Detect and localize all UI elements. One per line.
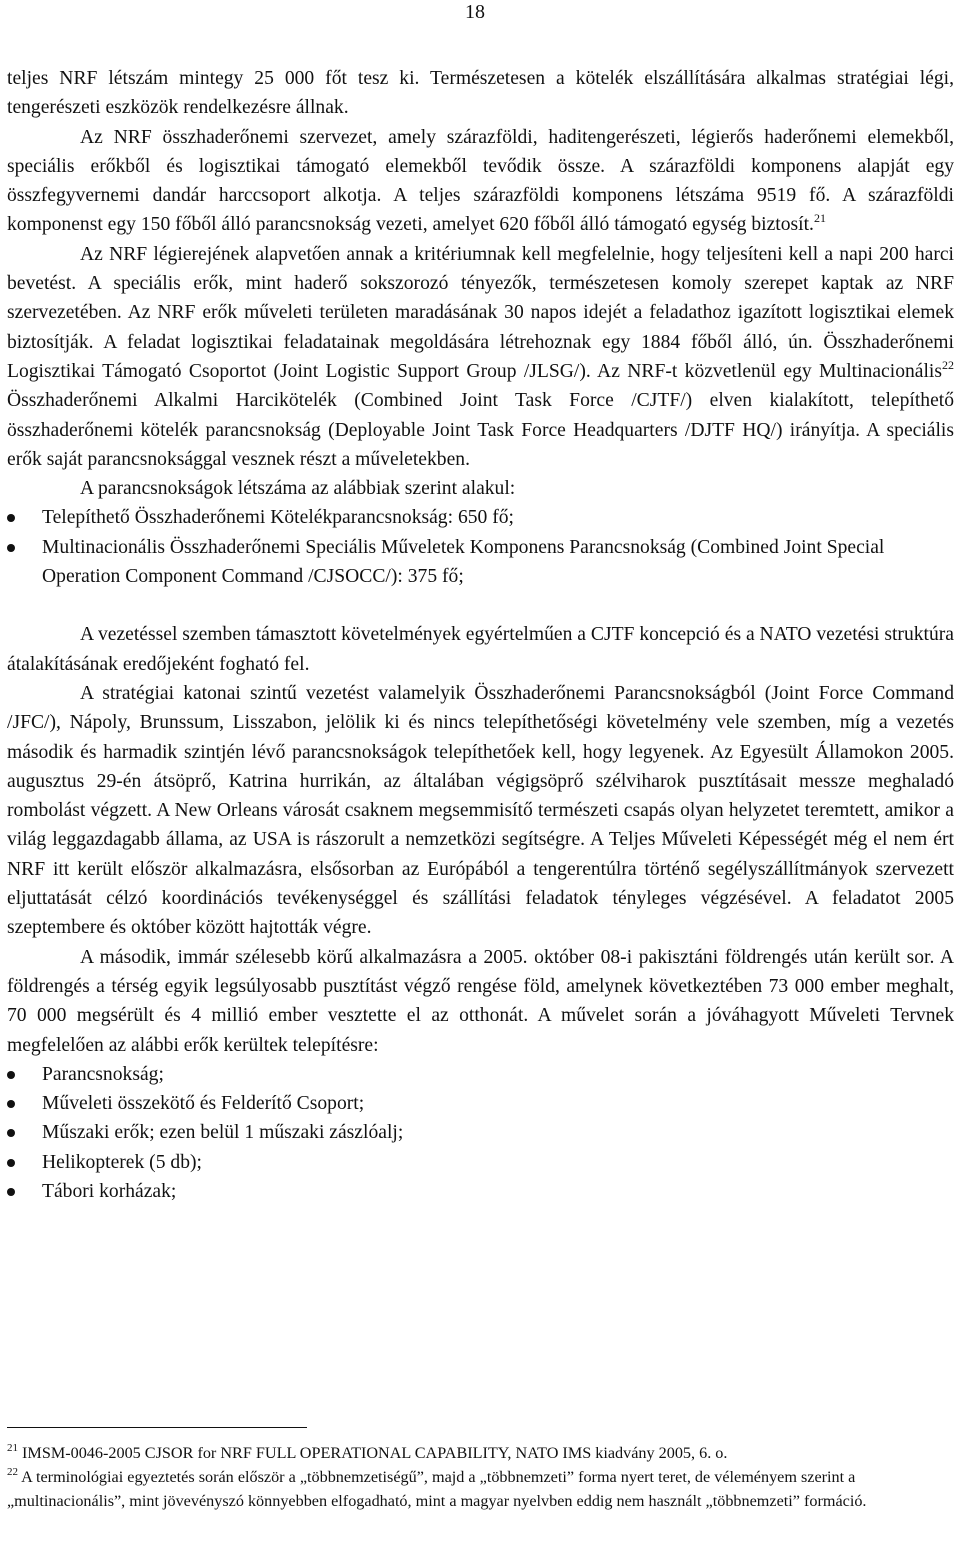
list-item bbox=[7, 1060, 954, 1089]
bullet-icon bbox=[7, 514, 15, 522]
list-item bbox=[7, 1089, 954, 1118]
deployed-forces-list bbox=[7, 1060, 954, 1206]
paragraph-2-text: Az NRF összhaderőnemi szervezet, amely szárazföldi, haditengerészeti, légierős haderőnemi elemekből, speciális erőkből és logisztikai támogató elemekből tevődik össze. A szárazföldi komponens alapját egy összfegyvernemi dandár harccsoport alkotja. A teljes szárazföldi komponens létszáma 9519 fő. A szárazföldi komponenst egy 150 főből álló parancsnokság vezeti, amelyet 620 főből álló támogató egység biztosít. bbox=[7, 126, 954, 236]
paragraph-3-text-a: Az NRF légierejének alapvetően annak a kritériumnak kell megfelelnie, hogy teljesíteni kell a napi 200 harci bevetést. A speciális erők, mint haderő sokszorozó tényezők, természetesen komoly szerepet kaptak az NRF szervezetében. Az NRF erők műveleti területen maradásának 30 napos idejét a feladathoz igazított logisztikai elemek biztosítják. A feladat logisztikai feladatainak megoldására létrehoznak egy 1884 főből álló, ún. Összhaderőnemi Logisztikai Támogató Csoportot (Joint Logistic Support Group /JLSG/). Az NRF-t közvetlenül egy Multinacionális bbox=[7, 243, 954, 382]
footnote-number: 22 bbox=[7, 1466, 18, 1478]
bullet-icon bbox=[7, 1159, 15, 1167]
list-item-text: Műveleti összekötő és Felderítő Csoport; bbox=[42, 1093, 365, 1115]
footnote-number: 21 bbox=[7, 1442, 18, 1454]
footnote-separator bbox=[7, 1427, 307, 1428]
paragraph-7: A második, immár szélesebb körű alkalmazásra a 2005. október 08-i pakisztáni földrengés után került sor. A földrengés a térség egyik legsúlyosabb pusztítást végző rengése föld, amelynek következtében 73 000 ember meghalt, 70 000 megsérült és 4 millió ember vesztette el az otthonát. A művelet során a jóváhagyott Műveleti Tervnek megfelelően az alábbi erők kerültek telepítésre: bbox=[7, 946, 954, 1056]
footnote-22 bbox=[7, 1465, 954, 1513]
bullet-icon bbox=[7, 544, 15, 552]
footnote-21 bbox=[7, 1441, 954, 1465]
staff-list bbox=[7, 503, 954, 591]
body-text bbox=[7, 64, 954, 1206]
paragraph-3 bbox=[7, 240, 954, 474]
list-item bbox=[7, 1177, 954, 1206]
bullet-icon bbox=[7, 1071, 15, 1079]
footnote-text: A terminológiai egyeztetés során először a „többnemzetiségű”, majd a „többnemzeti” forma nyert teret, de véleményem szerint a „multinacionális”, mint jövevényszó könnyebben elfogadható, mint a magyar nyelvben eddig nem használt „többnemzeti” formáció. bbox=[7, 1468, 867, 1510]
footnote-ref-21[interactable]: 21 bbox=[813, 211, 826, 226]
list-item bbox=[7, 533, 954, 592]
paragraph-4: A parancsnokságok létszáma az alábbiak szerint alakul: bbox=[80, 478, 516, 500]
paragraph-gap bbox=[7, 591, 954, 620]
list-item-text: Parancsnokság; bbox=[42, 1063, 164, 1085]
paragraph-6: A stratégiai katonai szintű vezetést valamelyik Összhaderőnemi Parancsnokságból (Joint Force Command /JFC/), Nápoly, Brunssum, Lisszabon, jelölik ki és nincs telepíthetőségi követelmény vele szemben, míg a vezetés második és harmadik szintjén lévő parancsnokságok telepíthetőek kell, hogy legyenek. Az Egyesült Államokon 2005. augusztus 29-én átsöprő, Katrina hurrikán, az általában végigsöprő szélviharok pusztításait messze meghaladó rombolást végzett. A New Orleans városát csaknem megsemmisítő természeti csapás olyan helyzetet teremtett, amikor a világ leggazdagabb állama, az USA is rászorult a nemzetközi segítségre. A Teljes Műveleti Képességét még el nem ért NRF itt került először alkalmazásra, elsősorban az Európából a tengerentúlra történő segélyszállítmányok szervezett eljuttatását célzó koordinációs tevékenységgel és szállítási feladatok tényleges végzésével. A feladatot 2005 szeptembere és október között hajtották végre. bbox=[7, 682, 954, 939]
bullet-icon bbox=[7, 1129, 15, 1137]
list-item-text: Tábori korházak; bbox=[42, 1180, 177, 1202]
list-item-text: Műszaki erők; ezen belül 1 műszaki zászlóalj; bbox=[42, 1122, 404, 1144]
paragraph-5: A vezetéssel szemben támasztott követelmények egyértelműen a CJTF koncepció és a NATO vezetési struktúra átalakításának eredőjeként fogható fel. bbox=[7, 624, 954, 675]
list-item bbox=[7, 503, 954, 532]
paragraph-3-text-b: Összhaderőnemi Alkalmi Harcikötelék (Combined Joint Task Force /CJTF/) elven kialakított, telepíthető összhaderőnemi kötelék parancsnokság (Deployable Joint Task Force Headquarters /DJTF HQ/) irányítja. A speciális erők saját parancsnoksággal vesznek részt a műveletekben. bbox=[7, 390, 954, 470]
paragraph-2 bbox=[7, 123, 954, 240]
list-item bbox=[7, 1148, 954, 1177]
page-number: 18 bbox=[465, 1, 485, 23]
bullet-icon bbox=[7, 1100, 15, 1108]
footnote-ref-22[interactable]: 22 bbox=[942, 357, 954, 372]
footnote-text: IMSM-0046-2005 CJSOR for NRF FULL OPERATIONAL CAPABILITY, NATO IMS kiadvány 2005, 6. o. bbox=[18, 1444, 728, 1462]
list-item-text: Helikopterek (5 db); bbox=[42, 1151, 202, 1173]
paragraph-1: teljes NRF létszám mintegy 25 000 főt tesz ki. Természetesen a kötelék elszállítására alkalmas stratégiai légi, tengerészeti eszközök rendelkezésre állnak. bbox=[7, 68, 954, 119]
list-item bbox=[7, 1118, 954, 1147]
list-item-text: Multinacionális Összhaderőnemi Speciális Műveletek Komponens Parancsnokság (Combined Joint Special Operation Component Command /CJSOCC/): 375 fő; bbox=[42, 536, 885, 588]
list-item-text: Telepíthető Összhaderőnemi Kötelékparancsnokság: 650 fő; bbox=[42, 507, 515, 529]
footnotes bbox=[7, 1441, 954, 1513]
bullet-icon bbox=[7, 1188, 15, 1196]
